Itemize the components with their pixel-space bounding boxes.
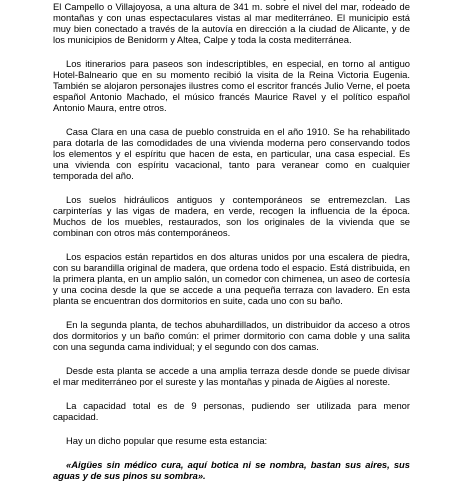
paragraph-itineraries: Los itinerarios para paseos son indescriptibles, en especial, en torno al antiguo Hotel-Balneario que en su momento recibió la visita de la Reina Victoria Eugenia. También se alojaron personajes ilustres como el escritor francés Julio Verne, el poeta español Antonio Machado, el músico francés Maurice Ravel y el político español Antonio Maura, entre otros. <box>53 58 410 113</box>
paragraph-terrace: Desde esta planta se accede a una amplia terraza desde donde se puede divisar el mar mediterráneo por el sureste y las montañas y pinada de Aigües al noreste. <box>53 365 410 387</box>
paragraph-saying: «Aigües sin médico cura, aquí botica ni se nombra, bastan sus aires, sus aguas y de sus pinos su sombra». <box>53 459 410 481</box>
paragraph-location: El Campello o Villajoyosa, a una altura de 341 m. sobre el nivel del mar, rodeado de montañas y con unas espectaculares vistas al mar mediterráneo. El municipio está muy bien conectado a través de la autovía en dirección a la ciudad de Alicante, y de los municipios de Benidorm y Altea, Calpe y toda la costa mediterránea. <box>53 1 410 45</box>
document-body <box>53 0 410 494</box>
paragraph-floors: Los suelos hidráulicos antiguos y contemporáneos se entremezclan. Las carpinterías y las vigas de madera, en verde, recogen la influencia de la época. Muchos de los muebles, restaurados, son los originales de la vivienda que se combinan con otros más contemporáneos. <box>53 194 410 238</box>
paragraph-second-floor: En la segunda planta, de techos abuhardillados, un distribuidor da acceso a otros dos dormitorios y un baño común: el primer dormitorio con cama doble y una salita con una segunda cama individual; y el segundo con dos camas. <box>53 319 410 352</box>
paragraph-capacity: La capacidad total es de 9 personas, pudiendo ser utilizada para menor capacidad. <box>53 400 410 422</box>
paragraph-spaces: Los espacios están repartidos en dos alturas unidos por una escalera de piedra, con su barandilla original de madera, que ordena todo el espacio. Está distribuida, en la primera planta, en un amplio salón, un comedor con chimenea, un aseo de cortesía y una cocina desde la que se accede a una pequeña terraza con lavadero. En esta planta se encuentran dos dormitorios en suite, cada uno con su baño. <box>53 251 410 306</box>
paragraph-saying-intro: Hay un dicho popular que resume esta estancia: <box>66 435 268 446</box>
paragraph-casa-clara: Casa Clara en una casa de pueblo construida en el año 1910. Se ha rehabilitado para dotarla de las comodidades de una vivienda moderna pero conservando todos los elementos y el espíritu que hacen de esta, en particular, una casa especial. Es una vivienda con espíritu vacacional, tanto para veranear como en cualquier temporada del año. <box>53 126 410 181</box>
